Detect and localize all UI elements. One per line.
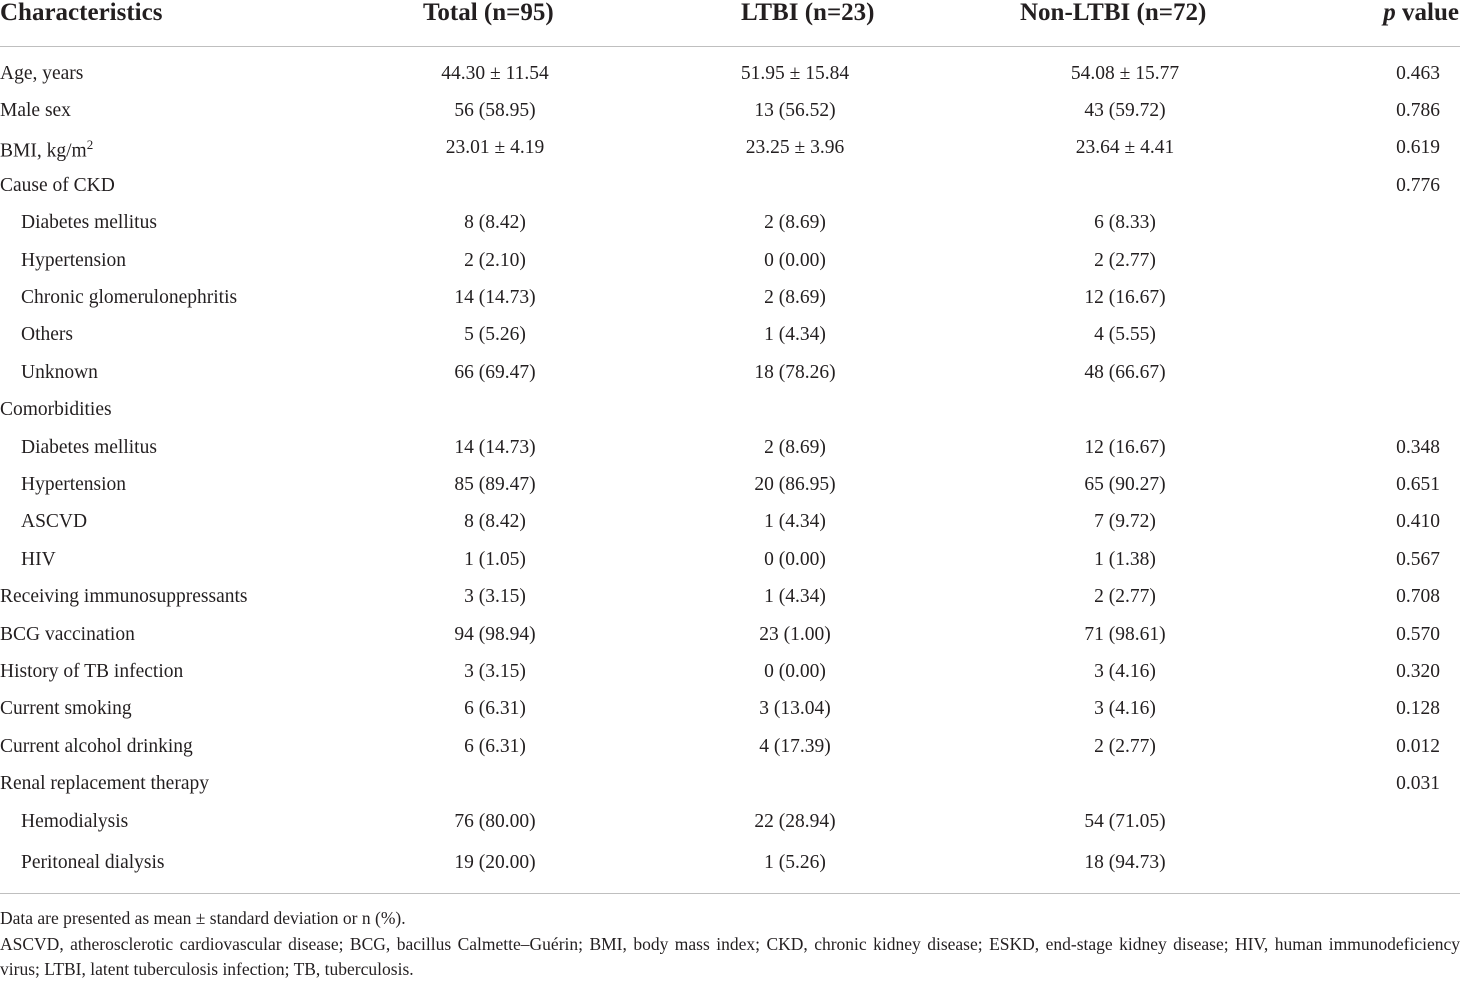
row-label-text: HIV (21, 548, 56, 570)
table-row (0, 130, 1460, 167)
cell-ltbi (620, 765, 970, 802)
table-header (0, 0, 1460, 47)
cell-non-ltbi: 2 (2.77) (1094, 586, 1156, 608)
cell-ltbi: 22 (28.94) (754, 810, 836, 832)
cell-ltbi: 2 (8.69) (764, 287, 826, 309)
cell-p-value: 0.348 (1396, 436, 1440, 458)
cell-total: 8 (8.42) (464, 511, 526, 533)
cell-non-ltbi: 2 (2.77) (1094, 735, 1156, 757)
row-label-text: Others (21, 324, 73, 346)
row-label (0, 728, 370, 765)
cell-total: 66 (69.47) (454, 361, 536, 383)
cell-total: 2 (2.10) (464, 249, 526, 271)
table-row (0, 205, 1460, 242)
cell-total (370, 765, 620, 802)
row-label (0, 765, 370, 802)
cell-non-ltbi: 71 (98.61) (1084, 623, 1166, 645)
cell-ltbi: 23 (1.00) (759, 623, 831, 645)
cell-p-value: 0.651 (1396, 473, 1440, 495)
cell-non-ltbi: 43 (59.72) (1084, 100, 1166, 122)
table-row (0, 578, 1460, 615)
row-label (0, 205, 370, 242)
cell-non-ltbi: 12 (16.67) (1084, 287, 1166, 309)
cell-total: 44.30 ± 11.54 (441, 62, 549, 84)
cell-p-value: 0.320 (1396, 660, 1440, 682)
table-row (0, 279, 1460, 316)
cell-p-value: 0.570 (1396, 623, 1440, 645)
table-row (0, 653, 1460, 690)
row-label-text: BCG vaccination (0, 623, 135, 645)
cell-p-value: 0.776 (1396, 174, 1440, 196)
row-label (0, 92, 370, 129)
cell-total: 94 (98.94) (454, 623, 536, 645)
row-label-text: Hypertension (21, 249, 127, 271)
cell-ltbi: 23.25 ± 3.96 (745, 137, 845, 159)
table-row (0, 765, 1460, 802)
table-row (0, 541, 1460, 578)
cell-ltbi: 20 (86.95) (754, 473, 836, 495)
header-p-value (1280, 0, 1460, 47)
table-body (0, 47, 1460, 894)
header-p-rest: value (1395, 0, 1459, 26)
row-label-text: Current smoking (0, 698, 132, 720)
cell-non-ltbi (970, 167, 1280, 204)
cell-ltbi: 0 (0.00) (764, 660, 826, 682)
cell-total (370, 167, 620, 204)
cell-non-ltbi: 48 (66.67) (1084, 361, 1166, 383)
cell-p-value (1280, 317, 1460, 354)
cell-total: 1 (1.05) (464, 548, 526, 570)
table-row (0, 691, 1460, 728)
cell-non-ltbi (970, 392, 1280, 429)
cell-p-value (1280, 392, 1460, 429)
row-label-text: Hypertension (21, 473, 127, 495)
cell-p-value: 0.619 (1396, 137, 1440, 159)
row-label (0, 541, 370, 578)
cell-p-value: 0.708 (1396, 586, 1440, 608)
cell-non-ltbi: 65 (90.27) (1084, 473, 1166, 495)
table-row (0, 466, 1460, 503)
cell-ltbi: 4 (17.39) (759, 735, 831, 757)
cell-p-value (1280, 840, 1460, 894)
cell-p-value: 0.567 (1396, 548, 1440, 570)
cell-p-value: 0.031 (1396, 773, 1440, 795)
row-label-text: Male sex (0, 100, 71, 122)
cell-non-ltbi: 54.08 ± 15.77 (1070, 62, 1180, 84)
table-row (0, 167, 1460, 204)
table-row (0, 728, 1460, 765)
cell-total: 6 (6.31) (464, 735, 526, 757)
row-label (0, 840, 370, 894)
row-label (0, 616, 370, 653)
cell-ltbi: 0 (0.00) (764, 249, 826, 271)
cell-ltbi: 0 (0.00) (764, 548, 826, 570)
cell-ltbi (620, 392, 970, 429)
table-row (0, 616, 1460, 653)
row-label-text: Current alcohol drinking (0, 735, 193, 757)
table-row (0, 429, 1460, 466)
row-label (0, 466, 370, 503)
row-label-text: Chronic glomerulonephritis (21, 287, 238, 309)
cell-non-ltbi (970, 765, 1280, 802)
cell-total: 5 (5.26) (464, 324, 526, 346)
row-label-text: Hemodialysis (21, 810, 129, 832)
row-label-text: Diabetes mellitus (21, 436, 157, 458)
table-footnotes (0, 906, 1460, 983)
header-row (0, 0, 1460, 47)
cell-p-value (1280, 205, 1460, 242)
row-label-text: Peritoneal dialysis (21, 851, 165, 873)
cell-non-ltbi: 54 (71.05) (1084, 810, 1166, 832)
table-row (0, 354, 1460, 391)
cell-non-ltbi: 23.64 ± 4.41 (1075, 137, 1175, 159)
table-row (0, 242, 1460, 279)
cell-total: 85 (89.47) (454, 473, 536, 495)
cell-non-ltbi: 2 (2.77) (1094, 249, 1156, 271)
cell-p-value (1280, 279, 1460, 316)
row-label-text: Comorbidities (0, 399, 112, 421)
cell-non-ltbi: 18 (94.73) (970, 840, 1280, 894)
header-ltbi: LTBI (n=23) (620, 0, 970, 47)
cell-non-ltbi: 12 (16.67) (1084, 436, 1166, 458)
cell-total: 76 (80.00) (454, 810, 536, 832)
cell-ltbi: 1 (4.34) (764, 586, 826, 608)
row-label (0, 354, 370, 391)
row-label-text: Age, years (0, 62, 84, 84)
row-label (0, 317, 370, 354)
row-label-superscript: 2 (86, 137, 94, 153)
row-label-text: BMI, kg/m (0, 140, 87, 162)
row-label-text: Cause of CKD (0, 174, 115, 196)
cell-p-value: 0.410 (1396, 511, 1440, 533)
cell-ltbi: 1 (4.34) (764, 324, 826, 346)
cell-total: 23.01 ± 4.19 (445, 137, 545, 159)
cell-total (370, 392, 620, 429)
cell-non-ltbi: 6 (8.33) (1094, 212, 1156, 234)
table-row (0, 317, 1460, 354)
cell-p-value (1280, 354, 1460, 391)
header-characteristics: Characteristics (0, 0, 370, 47)
cell-ltbi: 1 (4.34) (764, 511, 826, 533)
header-non-ltbi: Non-LTBI (n=72) (970, 0, 1280, 47)
cell-non-ltbi: 3 (4.16) (1094, 698, 1156, 720)
header-p-italic: p (1383, 0, 1396, 26)
table-row (0, 803, 1460, 840)
row-label (0, 803, 370, 840)
cell-p-value: 0.463 (1396, 62, 1440, 84)
cell-ltbi: 18 (78.26) (754, 361, 836, 383)
cell-total: 8 (8.42) (464, 212, 526, 234)
cell-p-value: 0.012 (1396, 735, 1440, 757)
cell-ltbi: 2 (8.69) (764, 436, 826, 458)
cell-ltbi: 51.95 ± 15.84 (740, 62, 850, 84)
cell-total: 14 (14.73) (454, 287, 536, 309)
footnote-data-presentation: Data are presented as mean ± standard deviation or n (%). (0, 908, 406, 928)
row-label (0, 578, 370, 615)
cell-non-ltbi: 1 (1.38) (1094, 548, 1156, 570)
row-label-text: History of TB infection (0, 660, 184, 682)
cell-ltbi: 13 (56.52) (754, 100, 836, 122)
row-label-text: Unknown (21, 361, 98, 383)
cell-non-ltbi: 4 (5.55) (1094, 324, 1156, 346)
row-label (0, 279, 370, 316)
row-label (0, 392, 370, 429)
row-label (0, 167, 370, 204)
cell-total: 3 (3.15) (464, 660, 526, 682)
cell-non-ltbi: 3 (4.16) (1094, 660, 1156, 682)
row-label-text: Renal replacement therapy (0, 773, 209, 795)
table-row (0, 92, 1460, 129)
row-label-text: ASCVD (21, 511, 88, 533)
table-row (0, 840, 1460, 894)
row-label (0, 429, 370, 466)
table-row (0, 392, 1460, 429)
cell-p-value: 0.786 (1396, 100, 1440, 122)
cell-ltbi (620, 167, 970, 204)
row-label (0, 130, 370, 167)
row-label-text: Diabetes mellitus (21, 212, 157, 234)
cell-ltbi: 2 (8.69) (764, 212, 826, 234)
header-total: Total (n=95) (370, 0, 620, 47)
row-label (0, 691, 370, 728)
cell-p-value (1280, 803, 1460, 840)
row-label (0, 242, 370, 279)
cell-p-value: 0.128 (1396, 698, 1440, 720)
row-label (0, 47, 370, 93)
cell-total: 14 (14.73) (454, 436, 536, 458)
cell-total: 56 (58.95) (454, 100, 536, 122)
cell-ltbi: 1 (5.26) (620, 840, 970, 894)
cell-p-value (1280, 242, 1460, 279)
row-label-text: Receiving immunosuppressants (0, 586, 248, 608)
cell-total: 6 (6.31) (464, 698, 526, 720)
table-row (0, 504, 1460, 541)
row-label (0, 653, 370, 690)
table-row (0, 47, 1460, 93)
footnote-abbreviations: ASCVD, atherosclerotic cardiovascular disease; BCG, bacillus Calmette–Guérin; BMI, body mass index; CKD, chronic kidney disease; ESKD, end-stage kidney disease; HIV, human immunodeficiency virus; LTBI, latent tuberculosis infection; TB, tuberculosis. (0, 933, 1460, 979)
cell-ltbi: 3 (13.04) (759, 698, 831, 720)
cell-total: 19 (20.00) (370, 840, 620, 894)
cell-non-ltbi: 7 (9.72) (1094, 511, 1156, 533)
cell-total: 3 (3.15) (464, 586, 526, 608)
row-label (0, 504, 370, 541)
